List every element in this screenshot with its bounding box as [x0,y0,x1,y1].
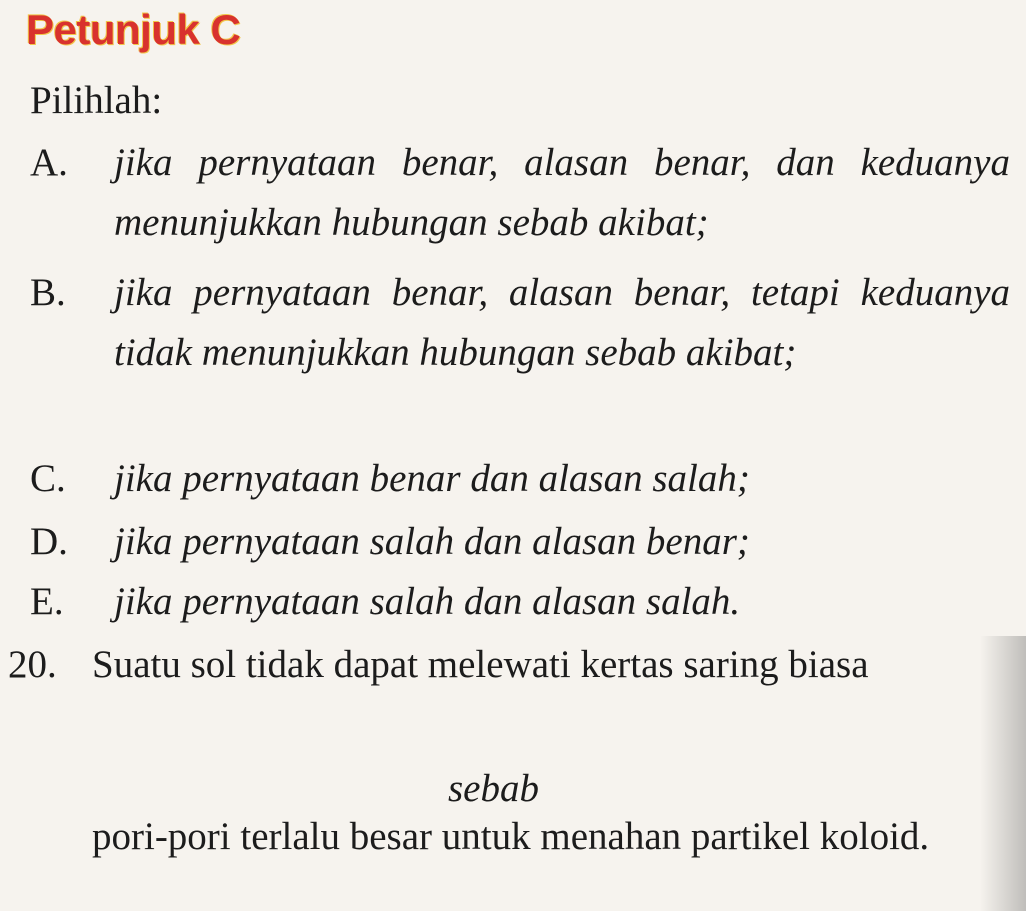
question-connector: sebab [448,767,539,810]
option-text: jika pernyataan salah dan alasan benar; [114,520,750,563]
question-statement: Suatu sol tidak dapat melewati kertas saring biasa [92,643,869,686]
option-letter: A. [30,141,68,184]
option-c [30,449,1010,509]
page-edge-shadow [980,636,1026,911]
option-letter: B. [30,271,66,314]
option-text: jika pernyataan benar dan alasan salah; [114,457,750,500]
option-e [30,572,1010,632]
section-heading: Petunjuk C [26,6,241,53]
question-reason: pori-pori terlalu besar untuk menahan partikel koloid. [92,815,930,858]
question-20 [8,636,1018,858]
option-a [30,133,1010,253]
option-letter: C. [30,457,66,500]
question-number: 20. [8,643,57,686]
option-text: jika pernyataan salah dan alasan salah. [114,580,741,623]
option-text: jika pernyataan benar, alasan benar, tetapi keduanya tidak menunjukkan hubungan sebab akibat; [114,271,1010,374]
option-d [30,512,1010,572]
option-letter: D. [30,520,68,563]
option-text: jika pernyataan benar, alasan benar, dan keduanya menunjukkan hubungan sebab akibat; [114,141,1010,244]
instruction-intro: Pilihlah: [30,79,163,122]
option-letter: E. [30,580,64,623]
option-b [30,263,1010,383]
